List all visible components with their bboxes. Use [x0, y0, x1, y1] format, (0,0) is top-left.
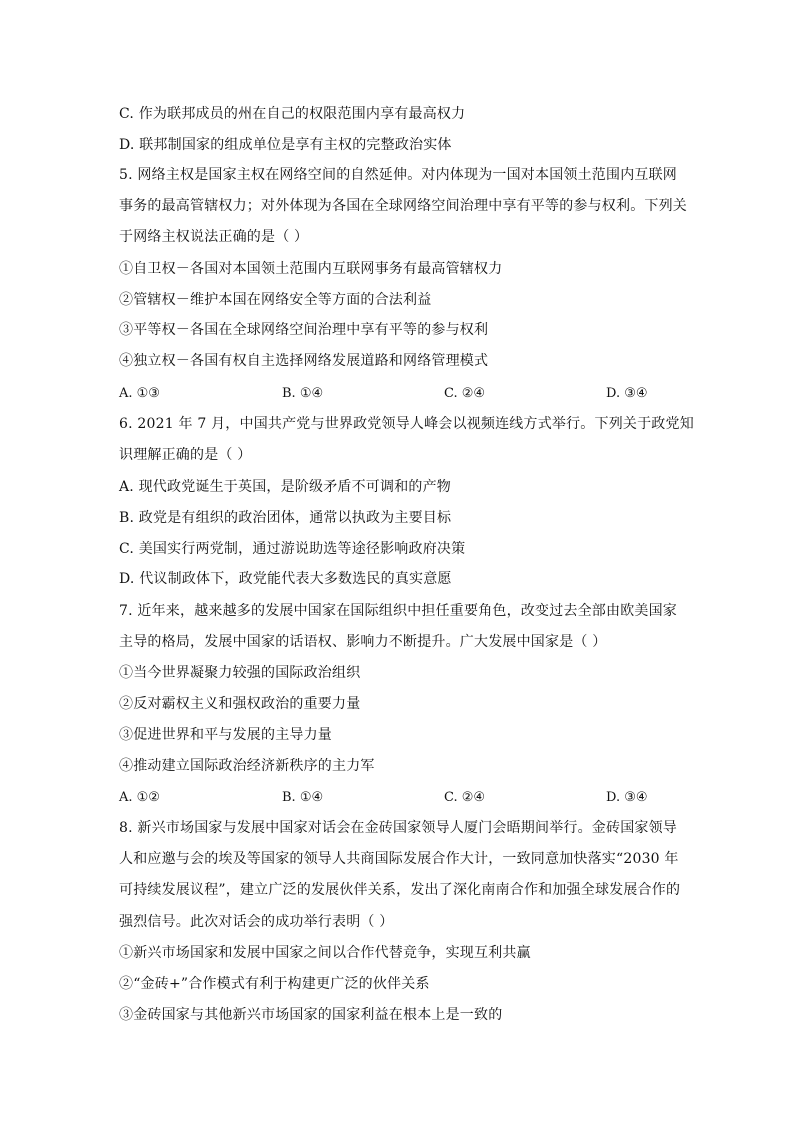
- q6-option-a: A. 现代政党诞生于英国，是阶级矛盾不可调和的产物: [119, 479, 452, 495]
- q5-statement-1: ①自卫权－各国对本国领土范围内互联网事务有最高管辖权力: [119, 261, 503, 277]
- q6-option-c: C. 美国实行两党制，通过游说助选等途径影响政府决策: [119, 541, 466, 557]
- q7-statement-2: ②反对霸权主义和强权政治的重要力量: [119, 696, 361, 712]
- q5-statement-4: ④独立权－各国有权自主选择网络发展道路和网络管理模式: [119, 353, 489, 369]
- q5-stem-line-1: 5. 网络主权是国家主权在网络空间的自然延伸。对内体现为一国对本国领土范围内互联网: [119, 167, 678, 183]
- q8-statement-1: ①新兴市场国家和发展中国家之间以合作代替竞争，实现互利共赢: [119, 945, 531, 961]
- q5-stem-line-2: 事务的最高管辖权力；对外体现为各国在全球网络空间治理中享有平等的参与权利。下列关: [119, 198, 687, 214]
- q7-statement-4: ④推动建立国际政治经济新秩序的主力军: [119, 758, 375, 774]
- q6-option-b: B. 政党是有组织的政治团体，通常以执政为主要目标: [119, 510, 452, 526]
- q7-statement-1: ①当今世界凝聚力较强的国际政治组织: [119, 665, 361, 681]
- q6-option-d: D. 代议制政体下，政党能代表大多数选民的真实意愿: [119, 571, 452, 587]
- q7-stem-line-2: 主导的格局，发展中国家的话语权、影响力不断提升。广大发展中国家是（ ）: [119, 634, 607, 650]
- q7-choice-c: C. ②④: [444, 790, 486, 805]
- q8-statement-2: ②“金砖+”合作模式有利于构建更广泛的伙伴关系: [119, 976, 430, 992]
- q7-statement-3: ③促进世界和平与发展的主导力量: [119, 727, 332, 743]
- q5-choice-c: C. ②④: [444, 386, 486, 401]
- q8-stem-line-3: 可持续发展议程”，建立广泛的发展伙伴关系，发出了深化南南合作和加强全球发展合作的: [119, 882, 681, 898]
- q5-stem-line-3: 于网络主权说法正确的是（ ）: [119, 229, 309, 245]
- q5-statement-2: ②管辖权－维护本国在网络安全等方面的合法利益: [119, 292, 432, 308]
- q8-statement-3: ③金砖国家与其他新兴市场国家的国家利益在根本上是一致的: [119, 1007, 503, 1023]
- q5-statement-3: ③平等权－各国在全球网络空间治理中享有平等的参与权利: [119, 322, 489, 338]
- q7-choice-d: D. ③④: [606, 790, 648, 805]
- q8-stem-line-1: 8. 新兴市场国家与发展中国家对话会在金砖国家领导人厦门会晤期间举行。金砖国家领导: [119, 820, 678, 836]
- q5-choice-a: A. ①③: [119, 386, 160, 401]
- q8-stem-line-2: 人和应邀与会的埃及等国家的领导人共商国际发展合作大计，一致同意加快落实“2030 年: [119, 851, 679, 867]
- q7-choice-a: A. ①②: [119, 790, 160, 805]
- q5-choice-b: B. ①④: [282, 386, 324, 401]
- q8-stem-line-4: 强烈信号。此次对话会的成功举行表明（ ）: [119, 914, 394, 930]
- q6-stem-line-2: 识理解正确的是（ ）: [119, 447, 252, 463]
- q4-option-c: C. 作为联邦成员的州在自己的权限范围内享有最高权力: [119, 106, 466, 122]
- q4-option-d: D. 联邦制国家的组成单位是享有主权的完整政治实体: [119, 137, 452, 153]
- q7-choice-b: B. ①④: [282, 790, 324, 805]
- q6-stem-line-1: 6. 2021 年 7 月，中国共产党与世界政党领导人峰会以视频连线方式举行。下列关于政党知: [119, 416, 694, 432]
- q7-stem-line-1: 7. 近年来，越来越多的发展中国家在国际组织中担任重要角色，改变过去全部由欧美国家: [119, 603, 678, 619]
- q5-choice-d: D. ③④: [606, 386, 648, 401]
